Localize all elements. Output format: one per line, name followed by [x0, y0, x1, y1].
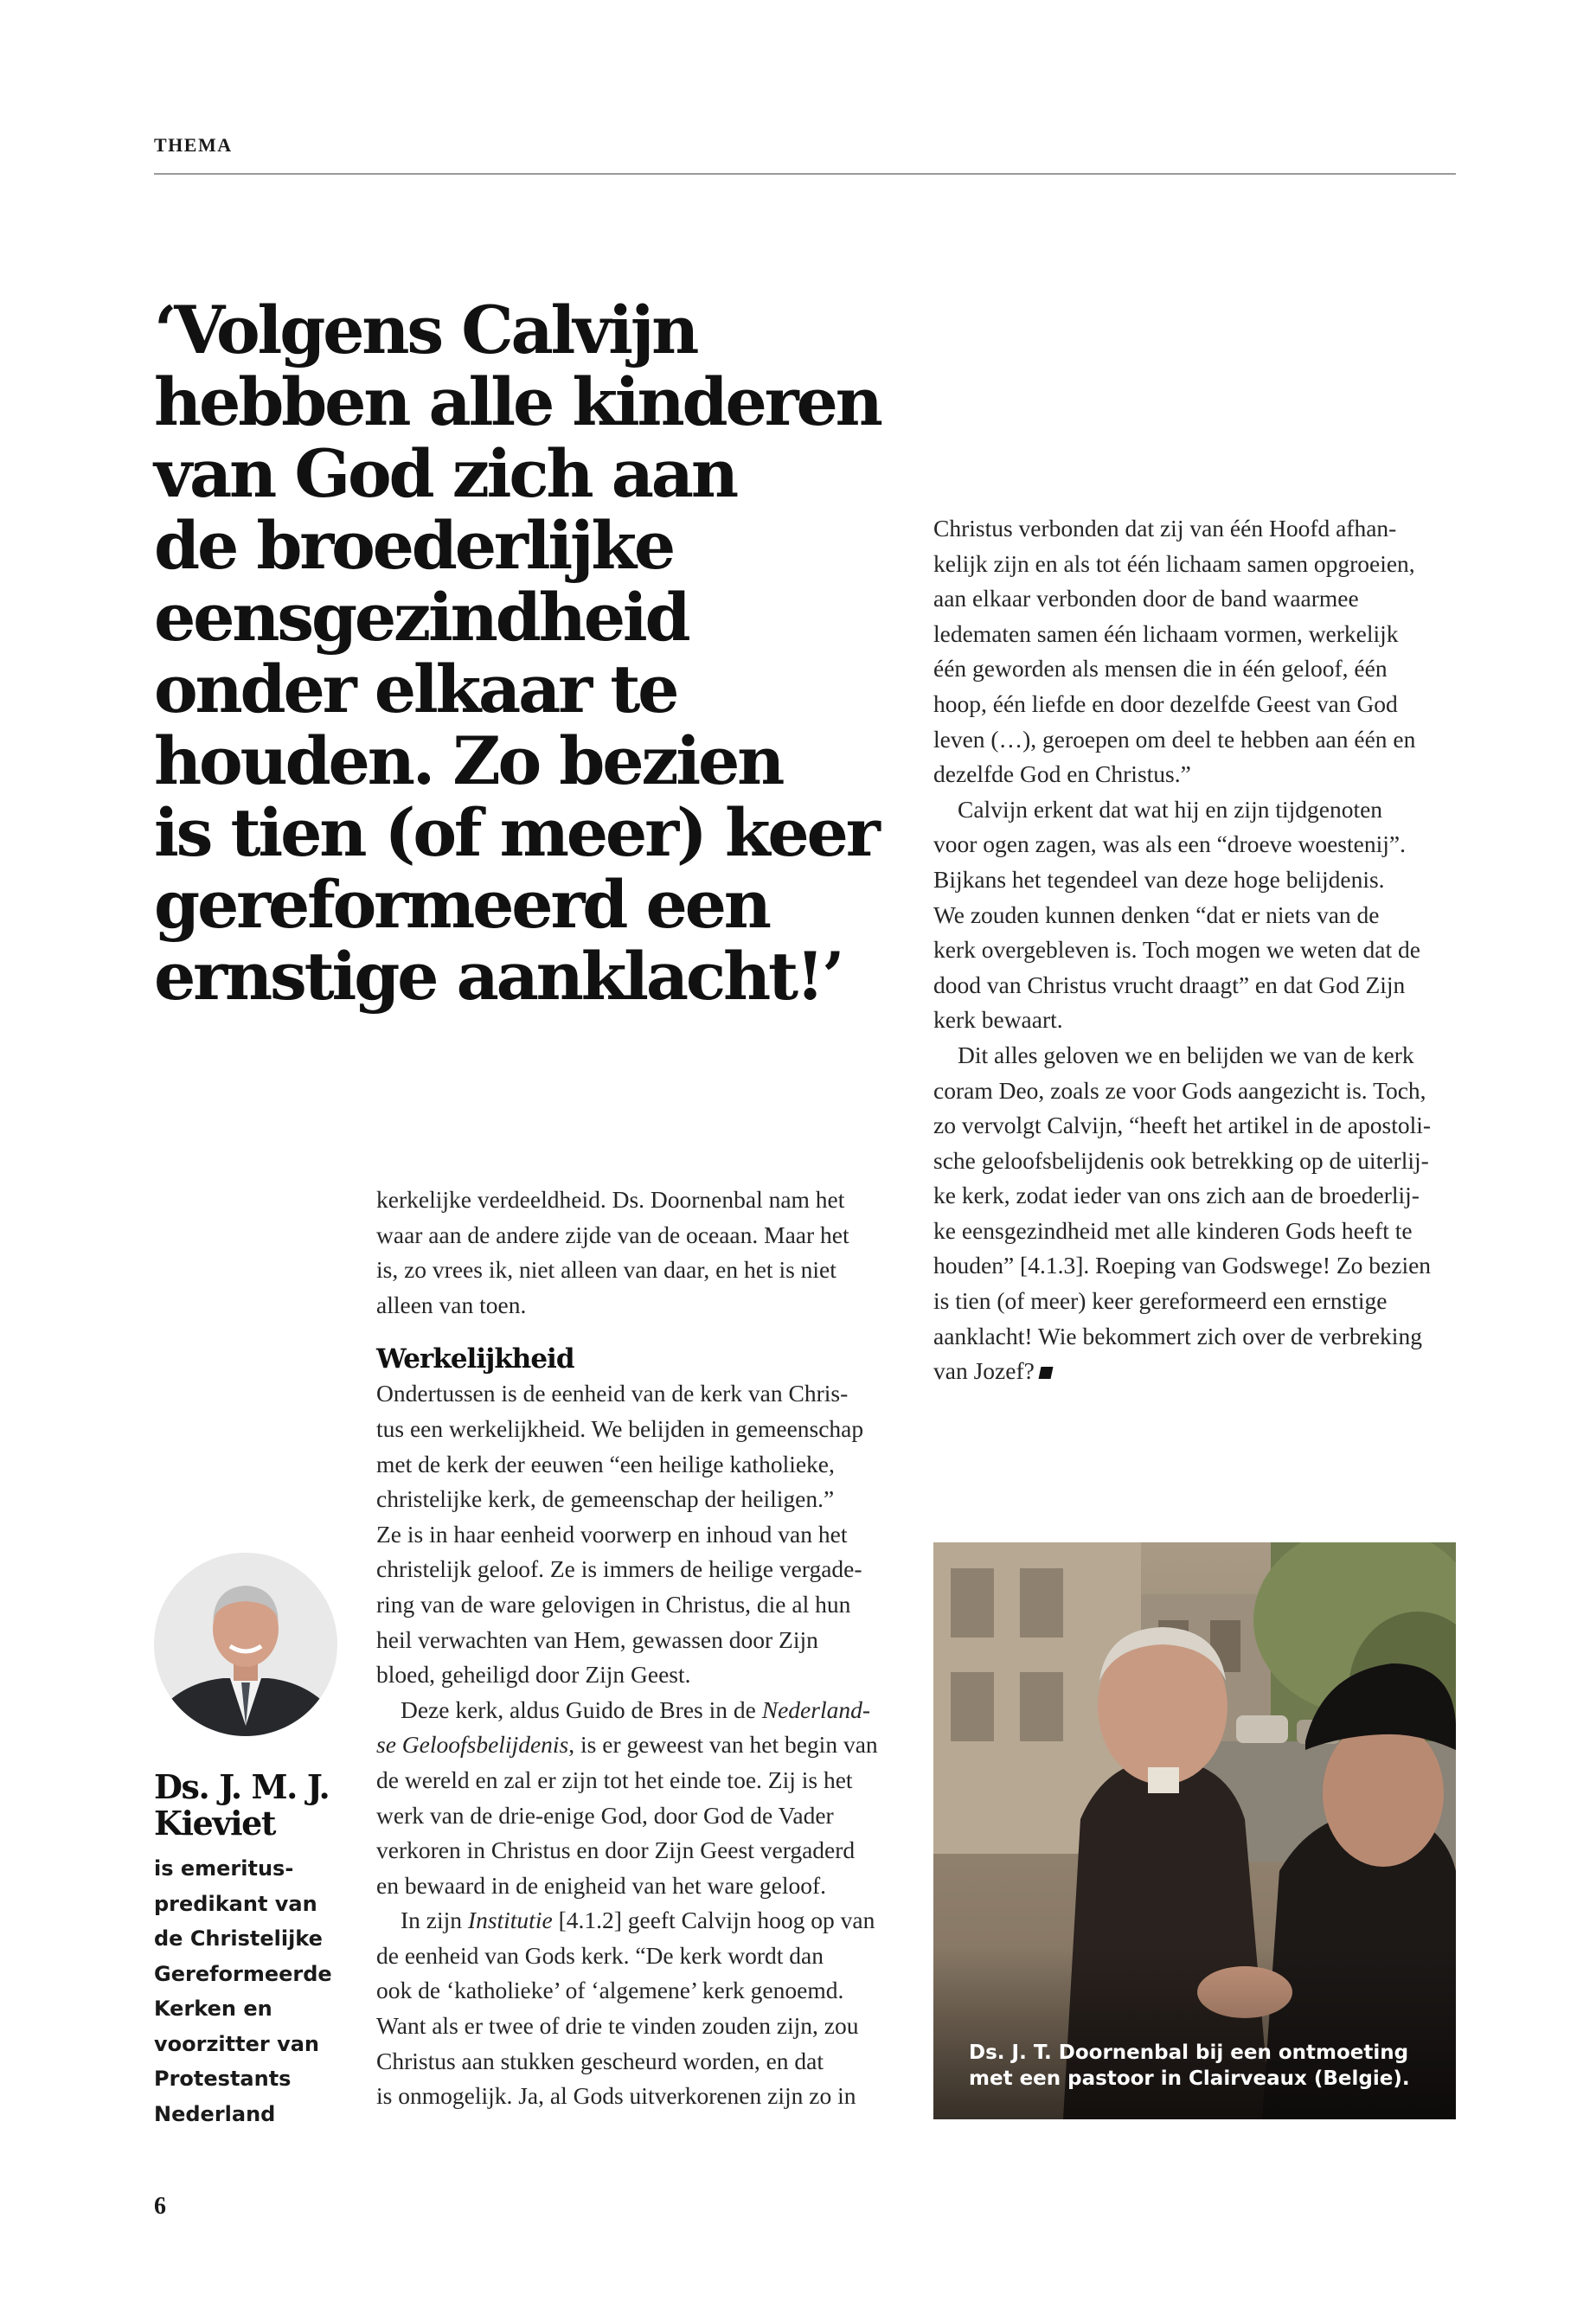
pull-quote-line: eensgezindheid	[154, 579, 689, 656]
paragraph	[376, 1693, 895, 1904]
text-line: is, zo vrees ik, niet alleen van daar, en het is niet	[376, 1256, 836, 1284]
text-line: coram Deo, zoals ze voor Gods aangezicht is. Toch,	[933, 1076, 1426, 1104]
text-line: kerkelijke verdeeldheid. Ds. Doornenbal nam het	[376, 1186, 845, 1213]
text-line: christelijk geloof. Ze is immers de heilige vergade-	[376, 1555, 862, 1583]
text-line: is tien (of meer) keer gereformeerd een ernstige	[933, 1287, 1388, 1315]
text-line: bloed, geheiligd door Zijn Geest.	[376, 1661, 691, 1689]
pull-quote-line: onder elkaar te	[154, 651, 677, 727]
text-line: Deze kerk, aldus Guido de Bres in de Nederland-	[401, 1695, 870, 1723]
pull-quote-line: ‘Volgens Calvijn	[154, 292, 697, 369]
author-name-line: Kieviet	[154, 1804, 276, 1843]
text-line: Want als er twee of drie te vinden zouden zijn, zou	[376, 2012, 859, 2040]
text-line: christelijke kerk, de gemeenschap der heiligen.”	[376, 1485, 835, 1513]
text-line: hoop, één liefde en door dezelfde Geest van God	[933, 689, 1398, 717]
text-line: dezelfde God en Christus.”	[933, 760, 1191, 788]
text-line: Bijkans het tegendeel van deze hoge belijdenis.	[933, 865, 1385, 893]
paragraph	[933, 792, 1461, 1038]
text-line: tus een werkelijkheid. We belijden in gemeenschap	[376, 1414, 864, 1442]
text-line: aanklacht! Wie bekommert zich over de verbreking	[933, 1322, 1422, 1349]
paragraph	[376, 1903, 895, 2114]
section-label: THEMA	[154, 134, 233, 156]
text-line: se Geloofsbelijdenis, is er geweest van het begin van	[376, 1731, 878, 1759]
header-divider	[154, 173, 1456, 175]
author-bio-line: Kerken en	[154, 1997, 272, 2021]
paragraph	[933, 511, 1461, 792]
text-line: Ondertussen is de eenheid van de kerk van Chris-	[376, 1380, 849, 1407]
author-bio-line: predikant van	[154, 1891, 317, 1916]
text-line: leven (…), geroepen om deel te hebben aan één en	[933, 725, 1416, 753]
caption-line: met een pastoor in Clairveaux (Belgie).	[969, 2067, 1410, 2090]
pull-quote	[154, 292, 881, 1015]
article-photo	[933, 1542, 1456, 2119]
text-line: kerk bewaart.	[933, 1006, 1063, 1034]
text-line: werk van de drie-enige God, door God de Vader	[376, 1801, 834, 1829]
text-line: kelijk zijn en als tot één lichaam samen opgroeien,	[933, 549, 1415, 577]
author-bio-line: Gereformeerde	[154, 1961, 332, 1986]
author-bio-line: is emeritus-	[154, 1856, 294, 1881]
pull-quote-line: houden. Zo bezien	[154, 722, 783, 799]
pull-quote-line: gereformeerd een	[154, 866, 769, 943]
subheading: Werkelijkheid	[376, 1343, 574, 1375]
text-line: aan elkaar verbonden door de band waarmee	[933, 585, 1359, 612]
text-line: met de kerk der eeuwen “een heilige katholieke,	[376, 1450, 835, 1477]
author-bio-line: Nederland	[154, 2101, 276, 2126]
page-number: 6	[154, 2193, 166, 2220]
text-line: In zijn Institutie [4.1.2] geeft Calvijn hoog op van	[401, 1907, 875, 1934]
text-line: houden” [4.1.3]. Roeping van Godswege! Zo bezien	[933, 1252, 1432, 1279]
author-name-line: Ds. J. M. J.	[154, 1767, 330, 1806]
text-line: zo vervolgt Calvijn, “heeft het artikel in de apostoli-	[933, 1112, 1432, 1139]
pull-quote-line: de broederlijke	[154, 507, 673, 584]
text-line: de wereld en zal er zijn tot het einde toe. Zij is het	[376, 1766, 853, 1793]
text-line: Christus aan stukken gescheurd worden, en dat	[376, 2047, 824, 2074]
text-line: Ze is in haar eenheid voorwerp en inhoud van het	[376, 1520, 848, 1548]
text-line: Christus verbonden dat zij van één Hoofd afhan-	[933, 515, 1397, 542]
caption-line: Ds. J. T. Doornenbal bij een ontmoeting	[969, 2041, 1409, 2064]
text-line: Dit alles geloven we en belijden we van de kerk	[958, 1041, 1414, 1068]
text-line: Calvijn erkent dat wat hij en zijn tijdgenoten	[958, 795, 1383, 823]
text-line: ook de ‘katholieke’ of ‘algemene’ kerk genoemd.	[376, 1977, 844, 2004]
author-bio-line: de Christelijke	[154, 1926, 323, 1951]
author-name	[154, 1769, 329, 1842]
pull-quote-line: is tien (of meer) keer	[154, 794, 878, 871]
intro-paragraph	[376, 1183, 895, 1323]
text-line: van Jozef?	[933, 1354, 1461, 1389]
paragraph	[376, 1376, 895, 1692]
author-portrait	[154, 1553, 337, 1736]
text-line: verkoren in Christus en door Zijn Geest vergaderd	[376, 1836, 856, 1864]
author-bio-line: Protestants	[154, 2067, 292, 2091]
text-line: heil verwachten van Hem, gewassen door Zijn	[376, 1625, 818, 1653]
author-bio	[154, 1851, 332, 2131]
text-line: sche geloofsbelijdenis ook betrekking op de uiterlij-	[933, 1146, 1429, 1174]
text-line: We zouden kunnen denken “dat er niets van de	[933, 901, 1380, 928]
text-line: en bewaard in de enigheid van het ware geloof.	[376, 1871, 826, 1899]
text-line: ledematen samen één lichaam vormen, werkelijk	[933, 619, 1399, 647]
text-line: ring van de ware gelovigen in Christus, die al hun	[376, 1590, 851, 1618]
text-line: waar aan de andere zijde van de oceaan. Maar het	[376, 1221, 849, 1248]
photo-caption	[969, 2040, 1410, 2092]
text-line: dood van Christus vrucht draagt” en dat God Zijn	[933, 971, 1406, 998]
article-column-right	[933, 511, 1461, 1389]
text-line: de eenheid van Gods kerk. “De kerk wordt dan	[376, 1941, 824, 1969]
text-line: alleen van toen.	[376, 1291, 527, 1318]
article-column-left	[376, 1183, 895, 2114]
end-of-article-mark	[1038, 1367, 1053, 1379]
text-line: ke eensgezindheid met alle kinderen Gods heeft te	[933, 1216, 1413, 1244]
pull-quote-line: hebben alle kinderen	[154, 363, 881, 440]
text-line: voor ogen zagen, was als een “droeve woestenij”.	[933, 830, 1406, 858]
text-line: is onmogelijk. Ja, al Gods uitverkorenen zijn zo in	[376, 2082, 856, 2110]
author-bio-line: voorzitter van	[154, 2031, 319, 2056]
text-line: ke kerk, zodat ieder van ons zich aan de broederlij-	[933, 1182, 1420, 1209]
paragraph	[933, 1038, 1461, 1389]
pull-quote-line: ernstige aanklacht!’	[154, 938, 843, 1015]
text-line: één geworden als mensen die in één geloof, één	[933, 655, 1388, 683]
pull-quote-line: van God zich aan	[154, 435, 736, 512]
text-line: kerk overgebleven is. Toch mogen we weten dat de	[933, 936, 1420, 964]
